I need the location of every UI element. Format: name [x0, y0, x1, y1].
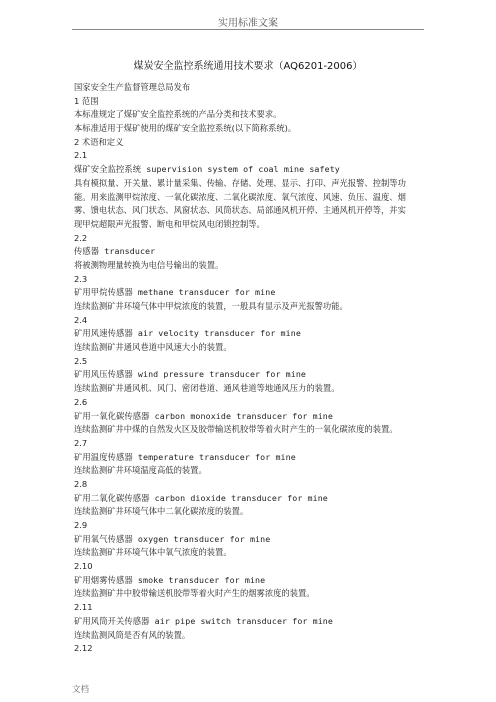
text-line: 2.11 — [74, 602, 93, 613]
text-line: 传感器 transducer — [74, 246, 156, 257]
text-line: 矿用氧气传感器 oxygen transducer for mine — [74, 533, 271, 544]
text-line: 具有模拟量、开关量、累计量采集、传输、存储、处理、显示、打印、声光报警、控制等功 — [74, 177, 406, 188]
text-line: 矿用温度传感器 temperature transducer for mine — [74, 451, 296, 462]
text-line: 连续监测矿井环境气体中二氧化碳浓度的装置。 — [74, 506, 249, 517]
text-line: 连续监测矿井通风机、风门、密闭巷道、通风巷道等地通风压力的装置。 — [74, 383, 340, 394]
text-line: 将被测物理量转换为电信号输出的装置。 — [74, 259, 224, 270]
text-line: 矿用烟雾传感器 smoke transducer for mine — [74, 574, 266, 585]
text-line: 矿用一氧化碳传感器 carbon monoxide transducer for mine — [74, 410, 333, 421]
text-line: 2.4 — [74, 314, 88, 325]
text-line: 2.2 — [74, 232, 88, 243]
text-line: 矿用甲烷传感器 methane transducer for mine — [74, 287, 276, 298]
text-line: 矿用风速传感器 air velocity transducer for mine — [74, 328, 301, 339]
document-title: 煤炭安全监控系统通用技术要求（AQ6201-2006） — [133, 61, 363, 72]
text-line: 连续监测矿井环境气体中氧气浓度的装置。 — [74, 547, 232, 558]
text-line: 矿用二氧化碳传感器 carbon dioxide transducer for mine — [74, 492, 328, 503]
text-line: 2.6 — [74, 396, 88, 407]
header-divider — [72, 29, 424, 30]
text-line: 2.3 — [74, 273, 88, 284]
text-line: 2.12 — [74, 643, 93, 654]
text-line: 2.10 — [74, 561, 93, 572]
text-line: 2.9 — [74, 520, 88, 530]
text-line: 国家安全生产监督管理总局发布 — [74, 82, 191, 92]
text-line: 本标准规定了煤矿安全监控系统的产品分类和技术要求。 — [74, 109, 282, 120]
text-line: 连续监测风筒是否有风的装置。 — [74, 629, 191, 640]
text-line: 煤矿安全监控系统 supervision system of coal mine safety — [74, 164, 340, 175]
page-footer: 文档 — [72, 685, 90, 695]
text-line: 能。用来监测甲烷浓度、一氧化碳浓度、二氧化碳浓度、氧气浓度、风速、负压、温度、烟 — [74, 191, 406, 202]
page-header: 实用标准文案 — [218, 18, 278, 29]
text-line: 连续监测矿井中胶带输送机胶带等着火时产生的烟雾浓度的装置。 — [74, 588, 315, 599]
text-line: 1 范围 — [74, 95, 99, 106]
text-line: 矿用风压传感器 wind pressure transducer for mine — [74, 369, 307, 380]
text-line: 连续监测矿井环境温度高低的装置。 — [74, 465, 207, 476]
text-line: 2 术语和定义 — [74, 136, 124, 147]
text-line: 2.1 — [74, 150, 88, 161]
document-body — [74, 81, 428, 656]
text-line: 2.5 — [74, 355, 88, 366]
text-line: 2.7 — [74, 437, 88, 448]
text-line: 矿用风筒开关传感器 air pipe switch transducer for mine — [74, 615, 333, 626]
text-line: 连续监测矿井环境气体中甲烷浓度的装置，一般具有显示及声光报警功能。 — [74, 301, 348, 311]
text-line: 连续监测矿井通风巷道中风速大小的装置。 — [74, 342, 232, 353]
text-line: 雾、馈电状态、风门状态、风窗状态、风筒状态、局部通风机开停、主通风机开停等，并实 — [74, 205, 406, 216]
text-line: 本标准适用于煤矿使用的煤矿安全监控系统(以下简称系统)。 — [74, 123, 297, 134]
text-line: 2.8 — [74, 478, 88, 489]
text-line: 连续监测矿井中煤的自然发火区及胶带输送机胶带等着火时产生的一氧化碳浓度的装置。 — [74, 424, 398, 435]
text-line: 现甲烷超限声光报警、断电和甲烷风电闭锁控制等。 — [74, 218, 265, 229]
